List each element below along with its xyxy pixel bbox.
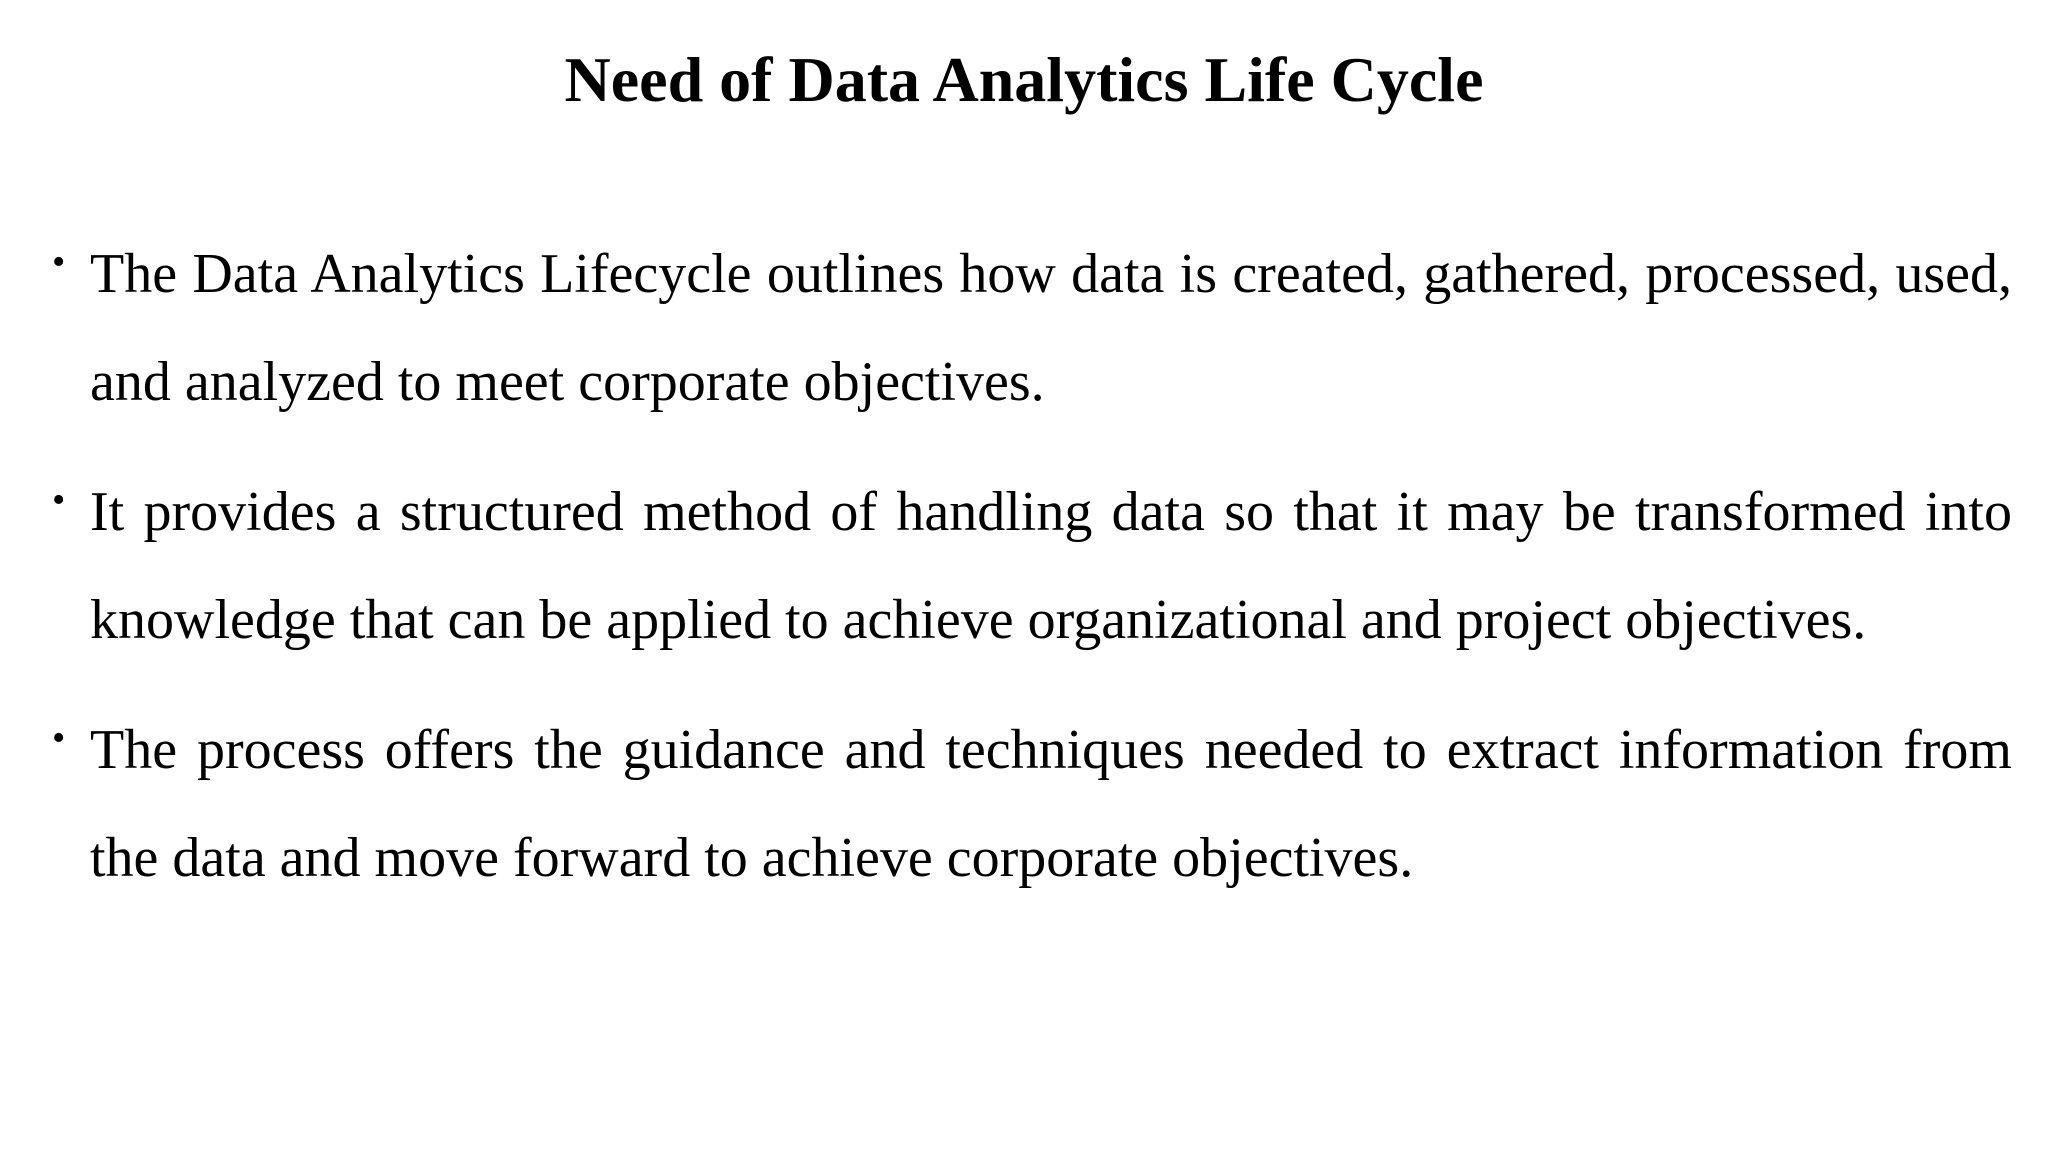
bullet-dot-icon: •	[52, 717, 66, 759]
bullet-dot-icon: •	[52, 241, 66, 283]
bullet-text: The Data Analytics Lifecycle outlines how data is created, gathered, processed, used, and analyzed to meet corporate objectives.	[90, 243, 2012, 413]
bullet-text: The process offers the guidance and techniques needed to extract information from the data and move forward to achieve corporate objectives.	[90, 719, 2012, 889]
bullet-item	[52, 458, 2012, 674]
bullet-item	[52, 696, 2012, 912]
bullet-list	[52, 220, 2012, 934]
bullet-text: It provides a structured method of handling data so that it may be transformed into knowledge that can be applied to achieve organizational and project objectives.	[90, 481, 2012, 651]
slide-title: Need of Data Analytics Life Cycle	[564, 44, 1484, 115]
bullet-dot-icon: •	[52, 479, 66, 521]
bullet-item	[52, 220, 2012, 436]
